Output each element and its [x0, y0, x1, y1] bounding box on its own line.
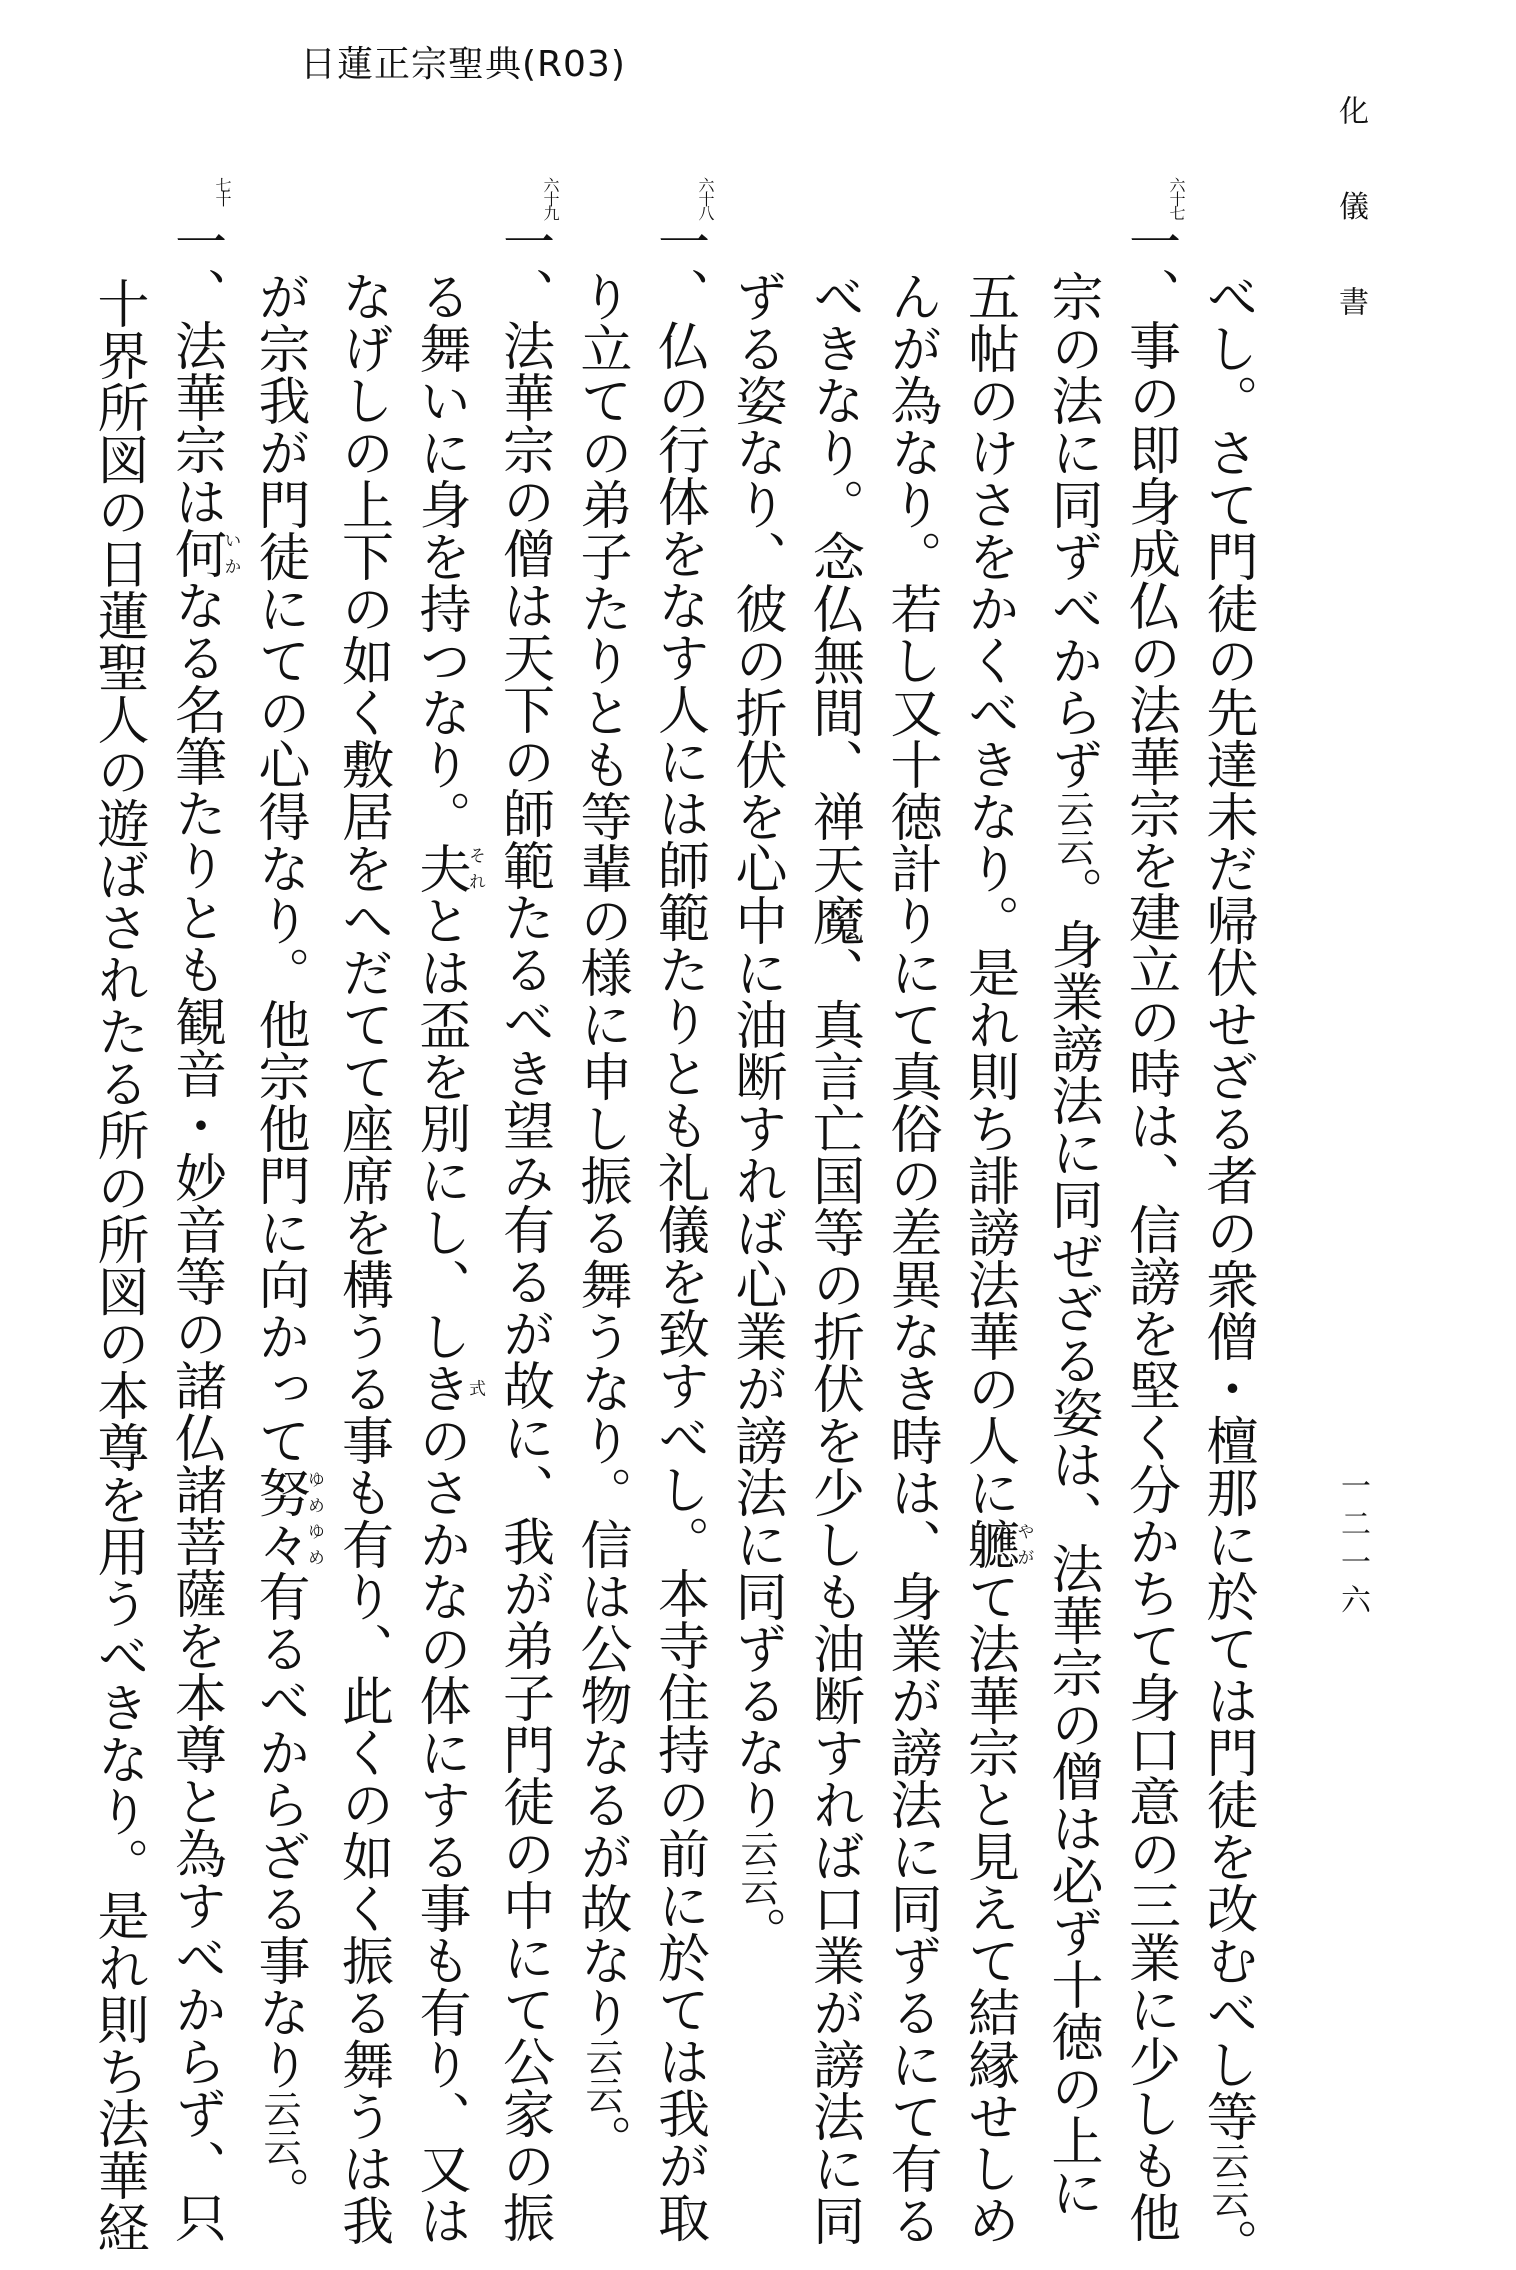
text-line: んが為なり。若し又十徳計りにて真俗の差異なき時は、身業が謗法に同ずるにて有る — [881, 270, 941, 2246]
text-line: ずる姿なり、彼の折伏を心中に油断すれば心業が謗法に同ずるなり云云。 — [726, 270, 786, 1958]
unun-mark: 云云 — [1205, 2142, 1249, 2218]
list-item-69: 六十九 一、法華宗の僧は天下の師範たるべき望み有るが故に、我が弟子門徒の中にて公家の振 — [484, 215, 562, 2065]
text-line: べきなり。念仏無間、禅天魔、真言亡国等の折伏を少しも油断すれば口業が謗法に同 — [803, 270, 864, 2246]
text-line: 五帖のけさをかくべきなり。是れ則ち誹謗法華の人に軈やがて法華宗と見えて結縁せしめ — [958, 270, 1034, 2246]
page-number: 一二一六 — [1335, 1470, 1370, 1622]
text-line: 十界所図の日蓮聖人の遊ばされたる所の所図の本尊を用うべきなり。是れ則ち法華経 — [88, 277, 148, 2253]
document-source-header: 日蓮正宗聖典(R03) — [300, 44, 626, 85]
item-number: 六十九 — [541, 177, 560, 219]
text-line: べし。さて門徒の先達未だ帰伏せざる者の衆僧・檀那に於ては門徒を改むべし等云云。 — [1197, 270, 1257, 2270]
text-line: が宗我が門徒にての心得なり。他宗他門に向かって努々ゆめゆめ有るべからざる事なり云云。 — [249, 270, 324, 2218]
item-number: 六十七 — [1167, 177, 1186, 219]
text-line: なげしの上下の如く敷居をへだてて座席を構うる事も有り、此くの如く振る舞うは我 — [332, 270, 393, 2246]
text-line: る舞いに身を持つなり。夫それとは盃を別にし、しき式のさかなの体にする事も有り、又は — [410, 270, 485, 2246]
list-item-68: 六十八 一、仏の行体をなす人には師範たりとも礼儀を致すべし。本寺住持の前に於ては我が取 — [639, 215, 717, 2065]
item-number: 七十 — [213, 177, 232, 205]
vertical-body-text — [88, 177, 1265, 2270]
running-title: 化 儀 書 — [1333, 95, 1368, 345]
list-item-67: 六十七 一、事の即身成仏の法華宗を建立の時は、信謗を堅く分かちて身口意の三業に少しも他 — [1110, 215, 1188, 2065]
text-line: り立ての弟子たりとも等輩の様に申し振る舞うなり。信は公物なるが故なり云云。 — [571, 270, 631, 2166]
text-line: 宗の法に同ずべからず云云。身業謗法に同ぜざる姿は、法華宗の僧は必ず十徳の上に — [1042, 270, 1102, 2218]
item-number: 六十八 — [696, 177, 715, 219]
list-item-70: 七十 一、法華宗は何いかなる名筆たりとも観音・妙音等の諸仏諸菩薩を本尊と為すべからず、只 — [156, 215, 240, 2065]
